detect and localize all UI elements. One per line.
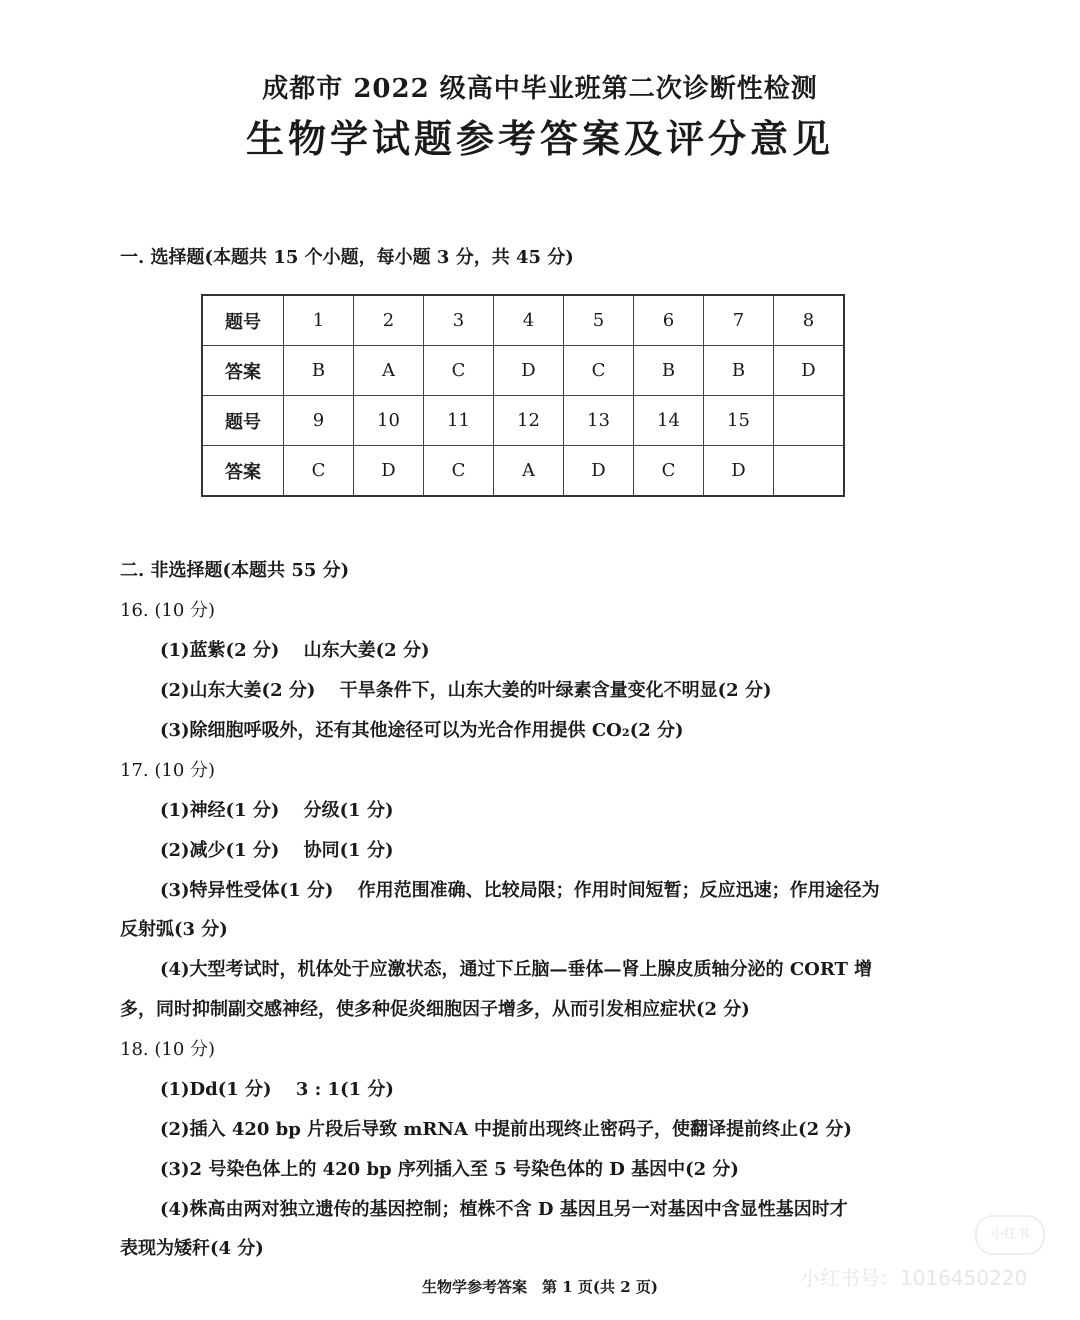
answer-line: 表现为矮秆(4 分)	[120, 1238, 264, 1259]
table-cell: 9	[284, 396, 354, 446]
answer-line: (4)株高由两对独立遗传的基因控制；植株不含 D 基因且另一对基因中含显性基因时才	[160, 1199, 848, 1220]
table-cell: 6	[634, 295, 704, 346]
answer-line: (2)插入 420 bp 片段后导致 mRNA 中提前出现终止密码子，使翻译提前终止(2 分)	[160, 1119, 852, 1140]
table-cell: 答案	[202, 346, 284, 396]
table-cell: D	[774, 346, 845, 396]
table-cell: A	[354, 346, 424, 396]
document-title: 生物学试题参考答案及评分意见	[245, 116, 834, 161]
table-cell: 11	[424, 396, 494, 446]
table-row	[202, 446, 844, 497]
answer-line: (2)减少(1 分) 协同(1 分)	[160, 840, 394, 861]
answer-line: (1)蓝紫(2 分) 山东大姜(2 分)	[160, 640, 430, 661]
table-cell: 答案	[202, 446, 284, 497]
table-cell: C	[424, 346, 494, 396]
answer-line: (3)特异性受体(1 分) 作用范围准确、比较局限；作用时间短暂；反应迅速；作用途径为	[160, 880, 880, 901]
table-cell: 10	[354, 396, 424, 446]
answer-line: (4)大型考试时，机体处于应激状态，通过下丘脑—垂体—肾上腺皮质轴分泌的 CORT 增	[160, 959, 873, 980]
table-cell: D	[354, 446, 424, 497]
table-cell: 1	[284, 295, 354, 346]
table-cell: D	[704, 446, 774, 497]
answer-line: (3)除细胞呼吸外，还有其他途径可以为光合作用提供 CO₂(2 分)	[160, 720, 684, 741]
table-cell: C	[634, 446, 704, 497]
table-cell: 12	[494, 396, 564, 446]
question-17-heading: 17. (10 分)	[120, 760, 216, 781]
answer-table	[201, 294, 845, 497]
table-cell: 8	[774, 295, 845, 346]
section1-heading: 一. 选择题(本题共 15 个小题，每小题 3 分，共 45 分)	[120, 247, 574, 268]
question-16-heading: 16. (10 分)	[120, 600, 216, 621]
table-cell: C	[284, 446, 354, 497]
table-cell: 题号	[202, 396, 284, 446]
answer-line: 多，同时抑制副交感神经，使多种促炎细胞因子增多，从而引发相应症状(2 分)	[120, 999, 750, 1020]
table-cell	[774, 396, 845, 446]
answer-line: (1)神经(1 分) 分级(1 分)	[160, 800, 394, 821]
exam-title: 成都市 2022 级高中毕业班第二次诊断性检测	[262, 74, 818, 104]
table-cell: 13	[564, 396, 634, 446]
table-cell: C	[564, 346, 634, 396]
table-cell: 14	[634, 396, 704, 446]
watermark-id: 小红书号：1016450220	[800, 1266, 1028, 1290]
table-cell: B	[634, 346, 704, 396]
table-cell: D	[494, 346, 564, 396]
table-row	[202, 396, 844, 446]
table-cell: 5	[564, 295, 634, 346]
table-row	[202, 346, 844, 396]
table-cell	[774, 446, 845, 497]
table-cell: 15	[704, 396, 774, 446]
answer-line: (2)山东大姜(2 分) 干旱条件下，山东大姜的叶绿素含量变化不明显(2 分)	[160, 680, 772, 701]
answer-line: 反射弧(3 分)	[120, 919, 228, 940]
page-footer: 生物学参考答案 第 1 页(共 2 页)	[422, 1278, 658, 1296]
question-18-heading: 18. (10 分)	[120, 1039, 216, 1060]
table-cell: 题号	[202, 295, 284, 346]
table-cell: B	[284, 346, 354, 396]
table-cell: 4	[494, 295, 564, 346]
table-cell: 2	[354, 295, 424, 346]
answer-line: (3)2 号染色体上的 420 bp 序列插入至 5 号染色体的 D 基因中(2 分)	[160, 1159, 739, 1180]
table-row	[202, 295, 844, 346]
table-cell: B	[704, 346, 774, 396]
table-cell: C	[424, 446, 494, 497]
table-cell: D	[564, 446, 634, 497]
watermark-logo: 小红书	[975, 1215, 1045, 1255]
section2-heading: 二. 非选择题(本题共 55 分)	[120, 560, 350, 581]
table-cell: A	[494, 446, 564, 497]
answer-line: (1)Dd(1 分) 3 : 1(1 分)	[160, 1079, 394, 1100]
table-cell: 3	[424, 295, 494, 346]
table-cell: 7	[704, 295, 774, 346]
